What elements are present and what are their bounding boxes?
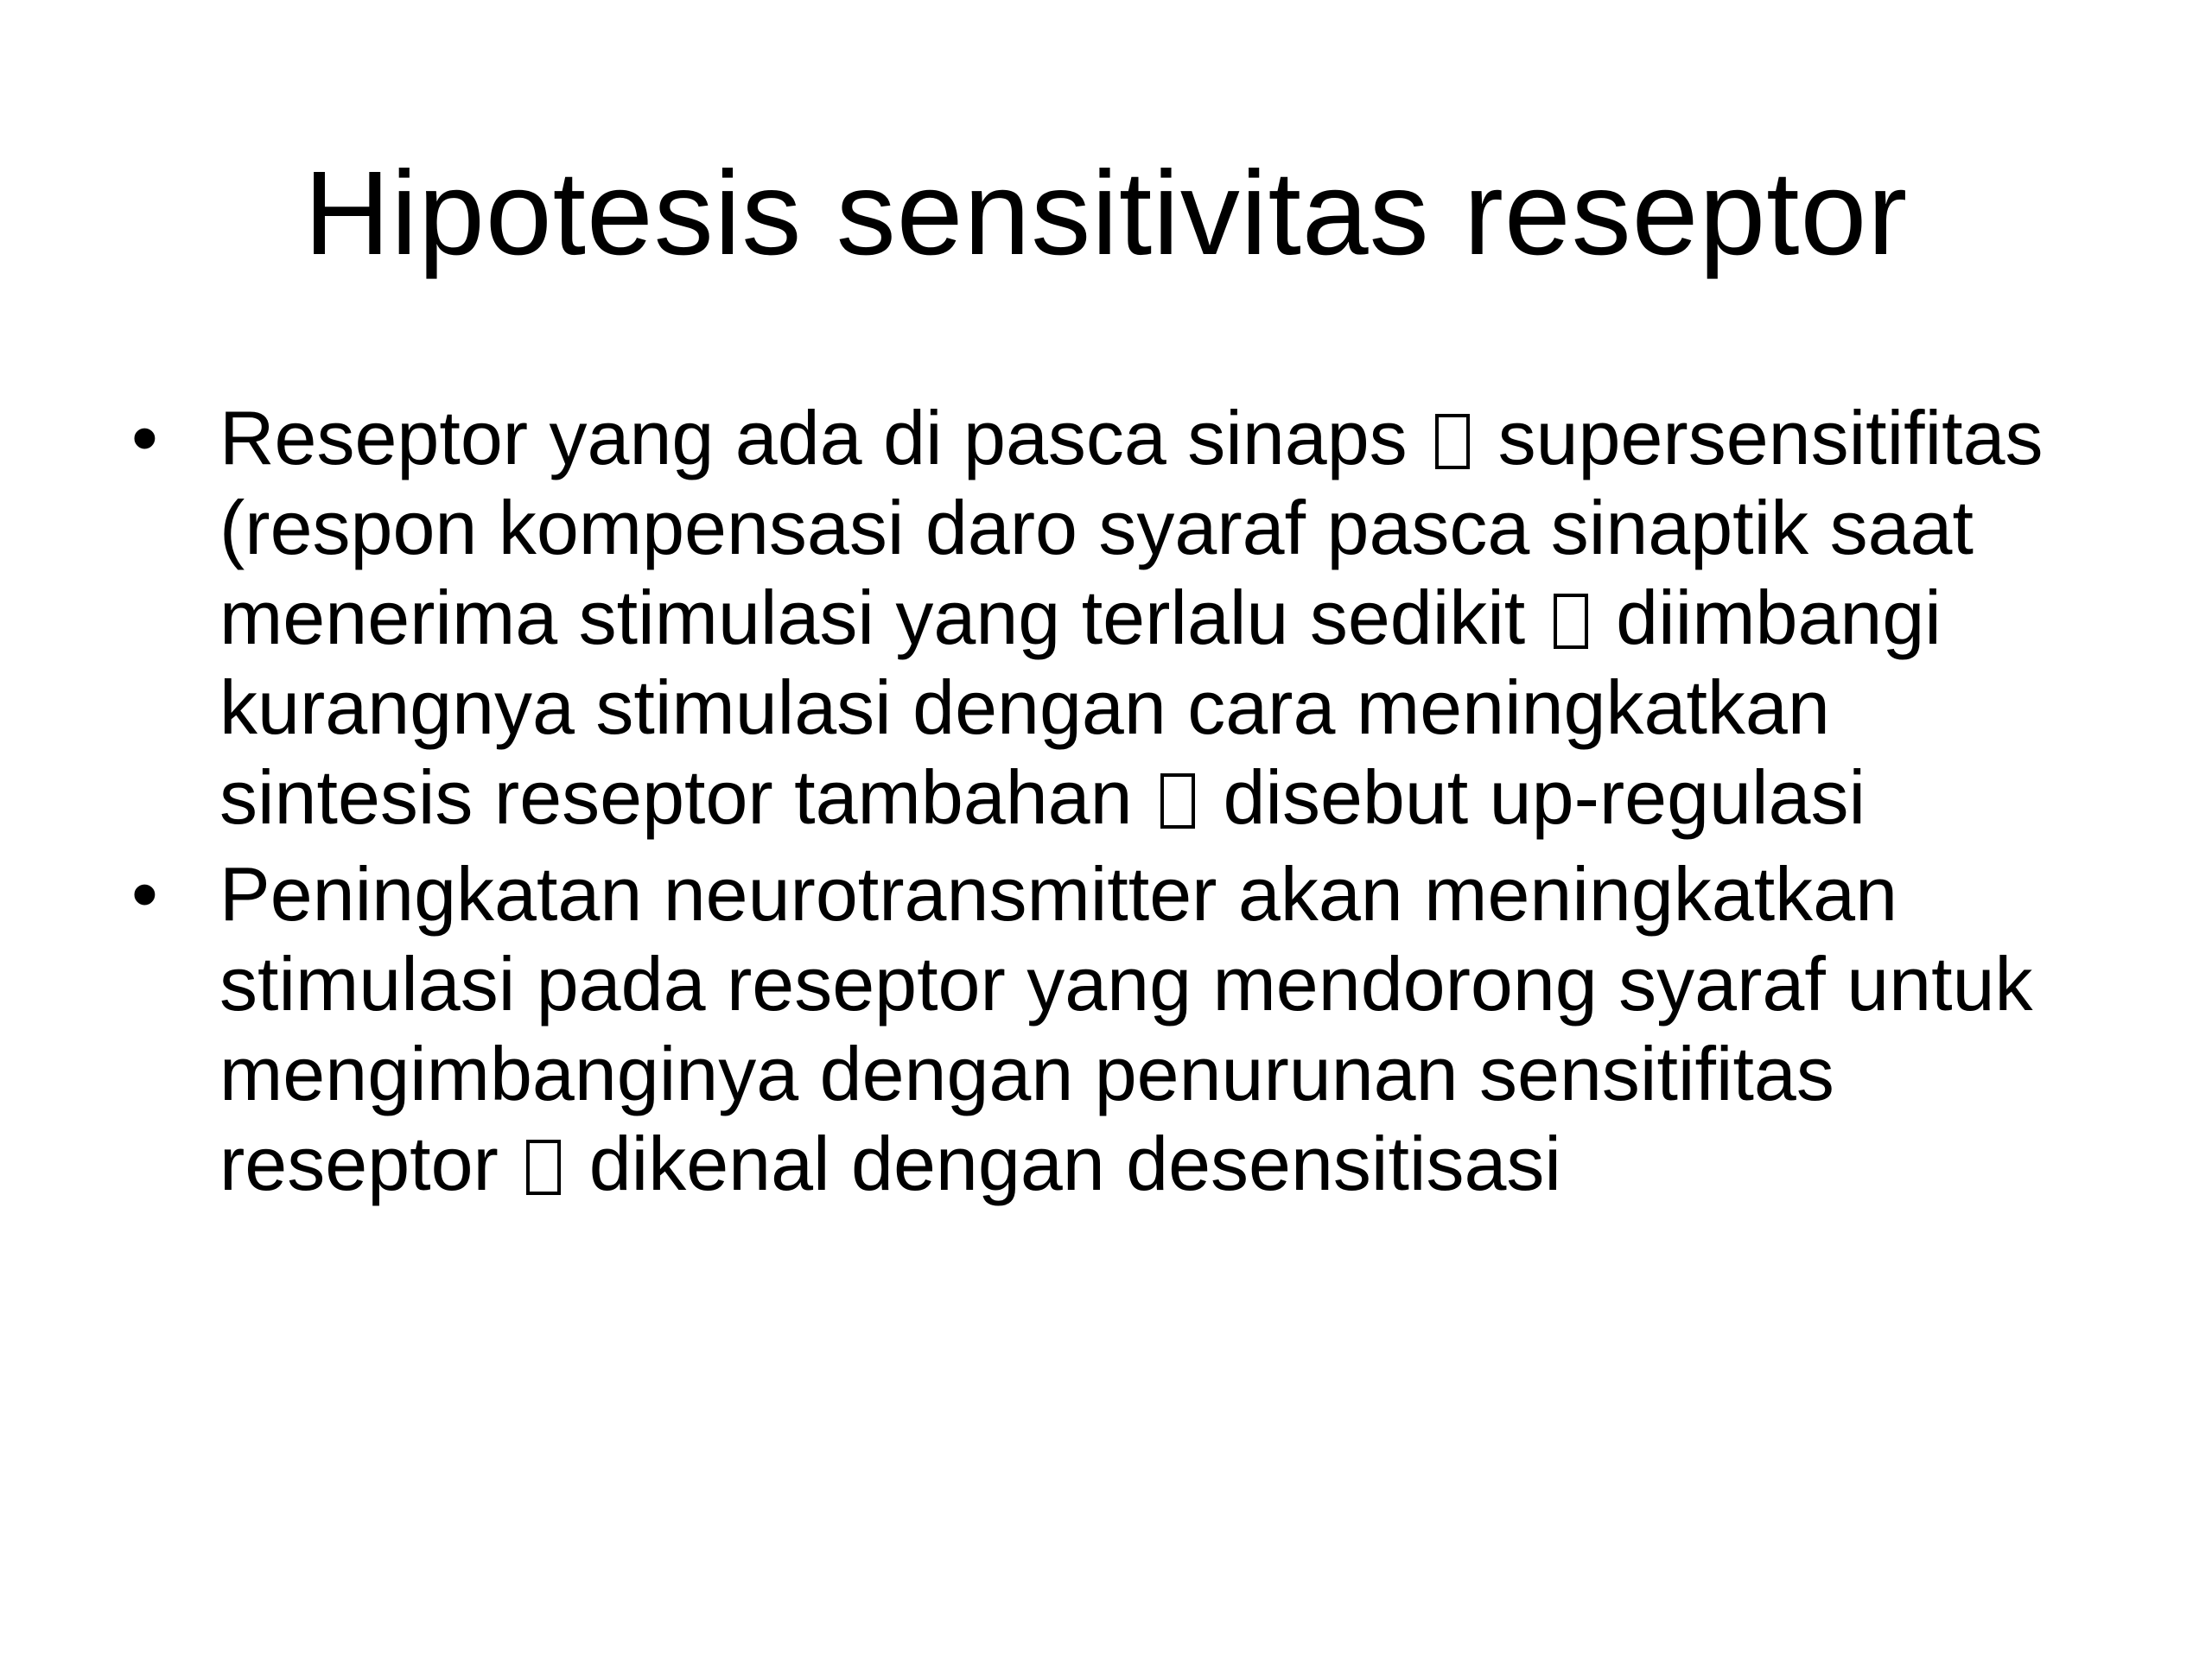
bullet-1-text-part-2: supersensitifitas (respon kompensasi daro syaraf pasca sinaptik saat menerima stimulasi yang terlalu sedikit bbox=[219, 395, 2044, 660]
arrow-glyph-icon bbox=[1160, 773, 1195, 829]
bullet-dot-icon: • bbox=[131, 851, 158, 937]
bullet-2-text-part-1: Peningkatan neurotransmitter akan meningkatkan stimulasi pada reseptor yang mendorong syaraf untuk mengimbanginya dengan penurunan sensitifitas reseptor bbox=[219, 851, 2033, 1206]
bullet-list bbox=[130, 393, 2082, 1216]
slide-title: Hipotesis sensitivitas reseptor bbox=[303, 147, 1909, 280]
arrow-glyph-icon bbox=[1435, 414, 1470, 469]
arrow-glyph-icon bbox=[526, 1140, 561, 1195]
bullet-item-1 bbox=[130, 393, 2082, 842]
bullet-1-text-part-4: disebut up-regulasi bbox=[1223, 754, 1866, 840]
bullet-1-text-part-1: Reseptor yang ada di pasca sinaps bbox=[219, 395, 1408, 480]
bullet-1-text-part-3: diimbangi kurangnya stimulasi dengan cara meningkatkan sintesis reseptor tambahan bbox=[219, 575, 1942, 840]
bullet-dot-icon: • bbox=[131, 395, 158, 480]
bullet-2-text-part-2: dikenal dengan desensitisasi bbox=[588, 1121, 1561, 1206]
arrow-glyph-icon bbox=[1554, 594, 1588, 649]
bullet-item-2 bbox=[130, 849, 2082, 1209]
